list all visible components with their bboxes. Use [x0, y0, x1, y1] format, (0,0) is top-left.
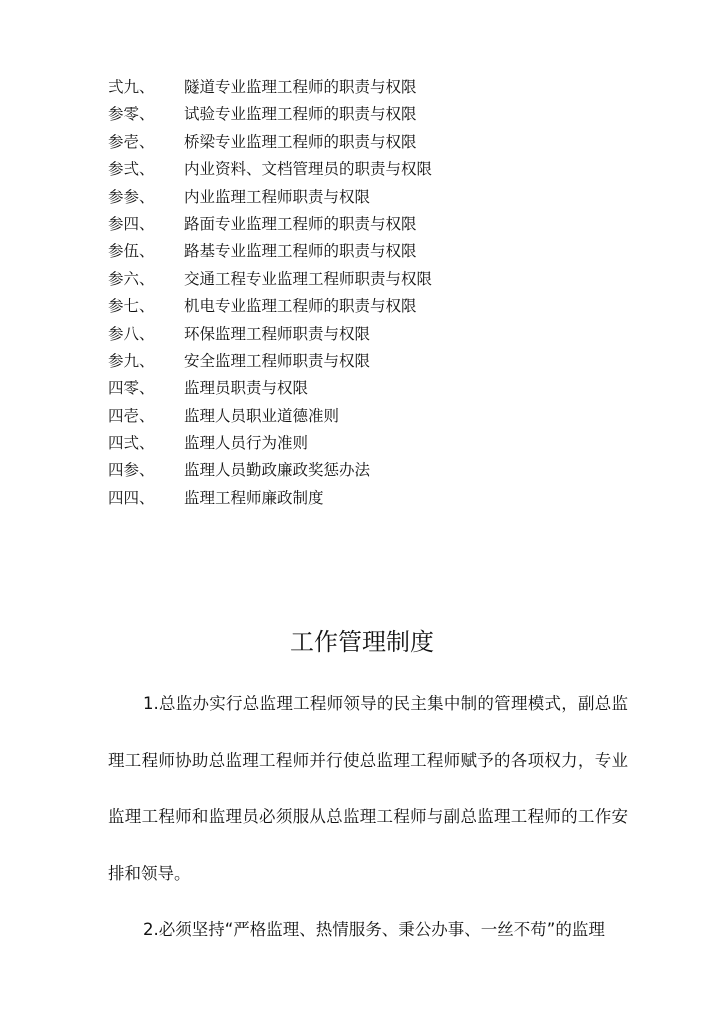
- toc-item-title: 监理工程师廉政制度: [184, 488, 324, 507]
- paragraph-2: 2.必须坚持“严格监理、热情服务、秉公办事、一丝不苟”的监理: [143, 920, 605, 939]
- toc-item-title: 试验专业监理工程师的职责与权限: [184, 105, 417, 124]
- toc-item: [108, 293, 432, 320]
- toc-item-number: 四壱、: [108, 406, 155, 425]
- toc-item-number: 四零、: [108, 379, 155, 398]
- toc-item: [108, 211, 432, 238]
- toc-item-number: 四四、: [108, 488, 155, 507]
- toc-item-title: 内业资料、文档管理员的职责与权限: [184, 160, 433, 179]
- toc-item-title: 环保监理工程师职责与权限: [184, 324, 371, 343]
- toc-item-number: 四弍、: [108, 434, 155, 453]
- toc-item-number: 参七、: [108, 297, 155, 316]
- toc-item: [108, 74, 432, 101]
- toc-item: [108, 101, 432, 128]
- toc-item: [108, 403, 432, 430]
- toc-item-title: 内业监理工程师职责与权限: [184, 187, 371, 206]
- toc-item: [108, 184, 432, 211]
- toc-item-number: 参六、: [108, 269, 155, 288]
- toc-item-title: 隧道专业监理工程师的职责与权限: [184, 78, 417, 96]
- toc-item-number: 参八、: [108, 324, 155, 343]
- toc-item-number: 参伍、: [108, 242, 155, 261]
- toc-item: [108, 485, 432, 512]
- toc-item-number: 参弍、: [108, 160, 155, 179]
- toc-item-title: 路面专业监理工程师的职责与权限: [184, 214, 417, 233]
- toc-item: [108, 457, 432, 484]
- toc-item-number: 参九、: [108, 351, 155, 370]
- toc-item-number: 弍九、: [108, 78, 155, 96]
- toc-item: [108, 266, 432, 293]
- section-body: [108, 676, 628, 959]
- toc-item-title: 监理人员行为准则: [184, 434, 309, 453]
- toc-item: [108, 375, 432, 402]
- paragraph-1: 1.总监办实行总监理工程师领导的民主集中制的管理模式，副总监理工程师协助总监理工程师并行使总监理工程师赋予的各项权力，专业监理工程师和监理员必须服从总监理工程师与副总监理工程师的工作安排和领导。: [108, 694, 628, 883]
- toc-item: [108, 129, 432, 156]
- toc-item-title: 安全监理工程师职责与权限: [184, 351, 371, 370]
- table-of-contents: [108, 74, 432, 512]
- toc-item-number: 参壱、: [108, 132, 155, 151]
- toc-item-number: 参零、: [108, 105, 155, 124]
- toc-item: [108, 321, 432, 348]
- toc-item: [108, 156, 432, 183]
- toc-item-title: 监理人员职业道德准则: [184, 406, 340, 425]
- section-heading: 工作管理制度: [290, 628, 434, 656]
- toc-item-title: 机电专业监理工程师的职责与权限: [184, 297, 417, 316]
- toc-item-number: 四参、: [108, 461, 155, 480]
- toc-item: [108, 348, 432, 375]
- toc-item-title: 桥梁专业监理工程师的职责与权限: [184, 132, 417, 151]
- toc-item-title: 交通工程专业监理工程师职责与权限: [184, 269, 433, 288]
- toc-item-number: 参四、: [108, 214, 155, 233]
- toc-item-title: 路基专业监理工程师的职责与权限: [184, 242, 417, 261]
- toc-item-title: 监理员职责与权限: [184, 379, 309, 398]
- toc-item-number: 参参、: [108, 187, 155, 206]
- toc-item-title: 监理人员勤政廉政奖惩办法: [184, 461, 371, 480]
- toc-item: [108, 430, 432, 457]
- toc-item: [108, 238, 432, 265]
